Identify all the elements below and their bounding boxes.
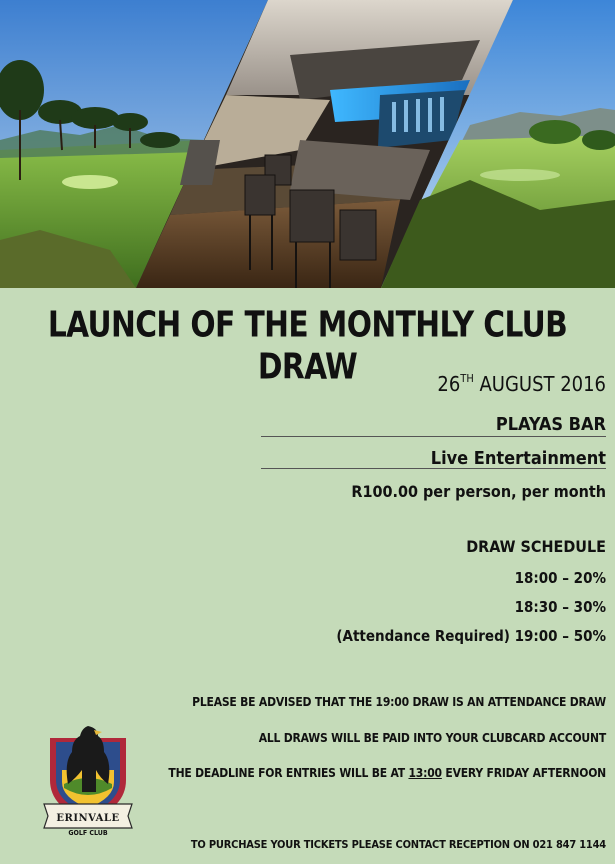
divider xyxy=(261,436,606,437)
event-venue: PLAYAS BAR xyxy=(495,414,606,435)
divider xyxy=(261,468,606,469)
deadline-text-post: EVERY FRIDAY AFTERNOON xyxy=(441,766,606,780)
deadline-text-pre: THE DEADLINE FOR ENTRIES WILL BE AT xyxy=(168,766,409,780)
schedule-heading: DRAW SCHEDULE xyxy=(466,537,606,556)
notice-clubcard: ALL DRAWS WILL BE PAID INTO YOUR CLUBCARD ACCOUNT xyxy=(258,731,606,745)
date-month-year: AUGUST 2016 xyxy=(473,372,606,396)
notice-deadline xyxy=(168,766,606,780)
logo-name: ERINVALE xyxy=(56,813,120,824)
schedule-item: 18:30 – 30% xyxy=(514,598,606,616)
footer-contact: TO PURCHASE YOUR TICKETS PLEASE CONTACT RECEPTION ON 021 847 1144 xyxy=(190,838,606,851)
event-date xyxy=(437,372,606,396)
schedule-item: (Attendance Required) 19:00 – 50% xyxy=(336,627,606,645)
photo-banner xyxy=(0,0,615,288)
notice-attendance: PLEASE BE ADVISED THAT THE 19:00 DRAW IS AN ATTENDANCE DRAW xyxy=(192,695,606,709)
eagle-crest-icon xyxy=(42,722,134,842)
logo-subtitle: GOLF CLUB xyxy=(68,829,108,837)
event-entertainment: Live Entertainment xyxy=(430,448,606,469)
schedule-item: 18:00 – 20% xyxy=(514,569,606,587)
deadline-time: 13:00 xyxy=(408,766,442,780)
event-price: R100.00 per person, per month xyxy=(351,482,606,501)
date-suffix: TH xyxy=(460,372,474,385)
date-day: 26 xyxy=(437,372,461,396)
page-title: LAUNCH OF THE MONTHLY CLUB DRAW xyxy=(47,302,568,388)
